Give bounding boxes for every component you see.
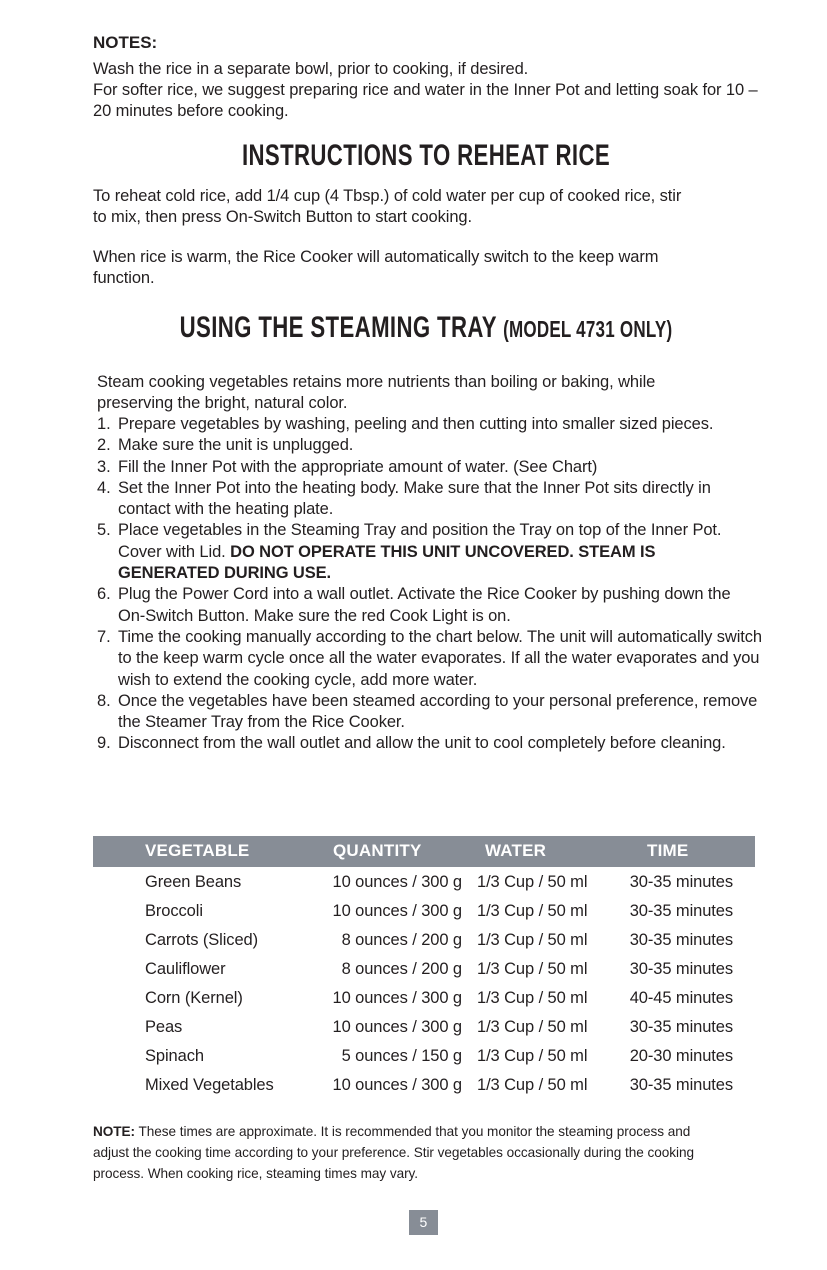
cell-vegetable: Broccoli: [145, 901, 203, 920]
cell-water: 1/3 Cup / 50 ml: [477, 988, 588, 1007]
list-item: [97, 478, 756, 521]
steaming-chart: [93, 836, 755, 1100]
table-row: [93, 867, 755, 896]
step-text-emphasis: DO NOT OPERATE THIS UNIT UNCOVERED. STEAM IS GENERATED DURING USE.: [118, 542, 656, 583]
table-header: [93, 836, 755, 867]
step-text: Once the vegetables have been steamed according to your personal preference, remove the Steamer Tray from the Rice Cooker.: [118, 691, 758, 732]
step-number: 2.: [97, 436, 111, 455]
step-number: 3.: [97, 457, 111, 476]
table-row: [93, 983, 755, 1012]
step-text: Time the cooking manually according to the chart below. The unit will automatically switch to the keep warm cycle once all the water evaporates. If all the water evaporates and you wish to extend the cooking cycle, add more water.: [118, 627, 762, 689]
steaming-intro: Steam cooking vegetables retains more nutrients than boiling or baking, while preserving the bright, natural color.: [97, 373, 656, 412]
cell-time: 40-45 minutes: [629, 988, 733, 1007]
column-header-water: WATER: [473, 836, 615, 867]
notes-line-2: For softer rice, we suggest preparing rice and water in the Inner Pot and letting soak for 10 – 20 minutes before cooking.: [93, 81, 758, 120]
page-content: [93, 32, 762, 755]
step-number: 8.: [97, 691, 111, 710]
cell-quantity: 5 ounces / 150 g: [341, 1047, 462, 1066]
step-number: 5.: [97, 521, 111, 540]
list-item: [97, 627, 764, 691]
notes-heading: NOTES:: [93, 33, 158, 52]
step-number: 4.: [97, 478, 111, 497]
step-number: 6.: [97, 585, 111, 604]
cell-water: 1/3 Cup / 50 ml: [477, 901, 588, 920]
steaming-tray-heading-main: USING THE STEAMING TRAY: [179, 311, 504, 344]
table-row: [93, 954, 755, 983]
list-item: [97, 457, 759, 478]
cell-quantity: 10 ounces / 300 g: [332, 872, 462, 891]
list-item: [97, 691, 763, 734]
step-text: Set the Inner Pot into the heating body. Make sure that the Inner Pot sits directly in contact with the heating plate.: [118, 478, 711, 519]
cell-vegetable: Mixed Vegetables: [145, 1076, 274, 1095]
reheat-paragraph-1: To reheat cold rice, add 1/4 cup (4 Tbsp.) of cold water per cup of cooked rice, stir to mix, then press On-Switch Button to start cooking.: [93, 187, 682, 226]
column-header-vegetable: VEGETABLE: [93, 836, 321, 867]
cell-vegetable: Spinach: [145, 1047, 204, 1066]
cell-quantity: 10 ounces / 300 g: [332, 901, 462, 920]
footnote-label: NOTE:: [93, 1124, 136, 1139]
cell-quantity: 10 ounces / 300 g: [332, 988, 462, 1007]
page-number: 5: [409, 1210, 438, 1235]
cell-vegetable: Corn (Kernel): [145, 988, 243, 1007]
table-body: [93, 867, 755, 1100]
table-row: [93, 925, 755, 954]
cell-time: 30-35 minutes: [629, 901, 733, 920]
cell-time: 30-35 minutes: [629, 1017, 733, 1036]
reheat-heading: INSTRUCTIONS TO REHEAT RICE: [241, 139, 611, 172]
step-text: Disconnect from the wall outlet and allow the unit to cool completely before cleaning.: [118, 734, 726, 753]
cell-vegetable: Cauliflower: [145, 959, 226, 978]
steaming-tray-heading-sub: (MODEL 4731 ONLY): [503, 316, 673, 342]
list-item: [97, 520, 744, 584]
cell-vegetable: Green Beans: [145, 872, 242, 891]
step-number: 7.: [97, 627, 111, 646]
cell-time: 30-35 minutes: [629, 872, 733, 891]
step-number: 1.: [97, 415, 111, 433]
cell-water: 1/3 Cup / 50 ml: [477, 1076, 588, 1095]
cell-quantity: 10 ounces / 300 g: [332, 1017, 462, 1036]
cell-quantity: 10 ounces / 300 g: [332, 1076, 462, 1095]
cell-vegetable: Carrots (Sliced): [145, 930, 259, 949]
cell-quantity: 8 ounces / 200 g: [341, 930, 462, 949]
cell-time: 30-35 minutes: [629, 930, 733, 949]
column-header-quantity: QUANTITY: [321, 836, 473, 867]
notes-line-1: Wash the rice in a separate bowl, prior to cooking, if desired.: [93, 60, 529, 78]
table-row: [93, 1042, 755, 1071]
step-text: Fill the Inner Pot with the appropriate amount of water. (See Chart): [118, 457, 598, 476]
steaming-tray-heading: [180, 311, 673, 346]
cell-quantity: 8 ounces / 200 g: [341, 959, 462, 978]
table-row: [93, 1012, 755, 1041]
cell-water: 1/3 Cup / 50 ml: [477, 1047, 588, 1066]
step-number: 9.: [97, 734, 111, 753]
list-item: [97, 733, 780, 754]
cell-time: 20-30 minutes: [629, 1047, 733, 1066]
chart-footnote: [93, 1122, 718, 1184]
reheat-paragraph-2: When rice is warm, the Rice Cooker will automatically switch to the keep warm function.: [93, 248, 659, 287]
footnote-text: These times are approximate. It is recommended that you monitor the steaming process and adjust the cooking time according to your preference. Stir vegetables occasionally during the cooking process. When cooking rice, steaming times may vary.: [93, 1124, 694, 1181]
table-header-row: [93, 836, 755, 867]
step-text: Plug the Power Cord into a wall outlet. Activate the Rice Cooker by pushing down the On-Switch Button. Make sure the red Cook Light is on.: [118, 585, 731, 625]
list-item: [97, 435, 759, 456]
table-row: [93, 1071, 755, 1100]
column-header-time: TIME: [615, 836, 755, 867]
cell-vegetable: Peas: [145, 1017, 183, 1036]
cell-water: 1/3 Cup / 50 ml: [477, 959, 588, 978]
cell-time: 30-35 minutes: [629, 959, 733, 978]
step-text: Make sure the unit is unplugged.: [118, 436, 354, 455]
cell-water: 1/3 Cup / 50 ml: [477, 872, 588, 891]
vegetable-table: [93, 836, 755, 1100]
list-item: [97, 414, 759, 435]
list-item: [97, 584, 758, 627]
cell-water: 1/3 Cup / 50 ml: [477, 1017, 588, 1036]
step-text: Prepare vegetables by washing, peeling and then cutting into smaller sized pieces.: [118, 415, 714, 433]
step-text: Place vegetables in the Steaming Tray and position the Tray on top of the Inner Pot. Cover with Lid.: [118, 521, 722, 561]
cell-time: 30-35 minutes: [629, 1076, 733, 1095]
steaming-steps-list: [97, 414, 762, 755]
cell-water: 1/3 Cup / 50 ml: [477, 930, 588, 949]
table-row: [93, 896, 755, 925]
